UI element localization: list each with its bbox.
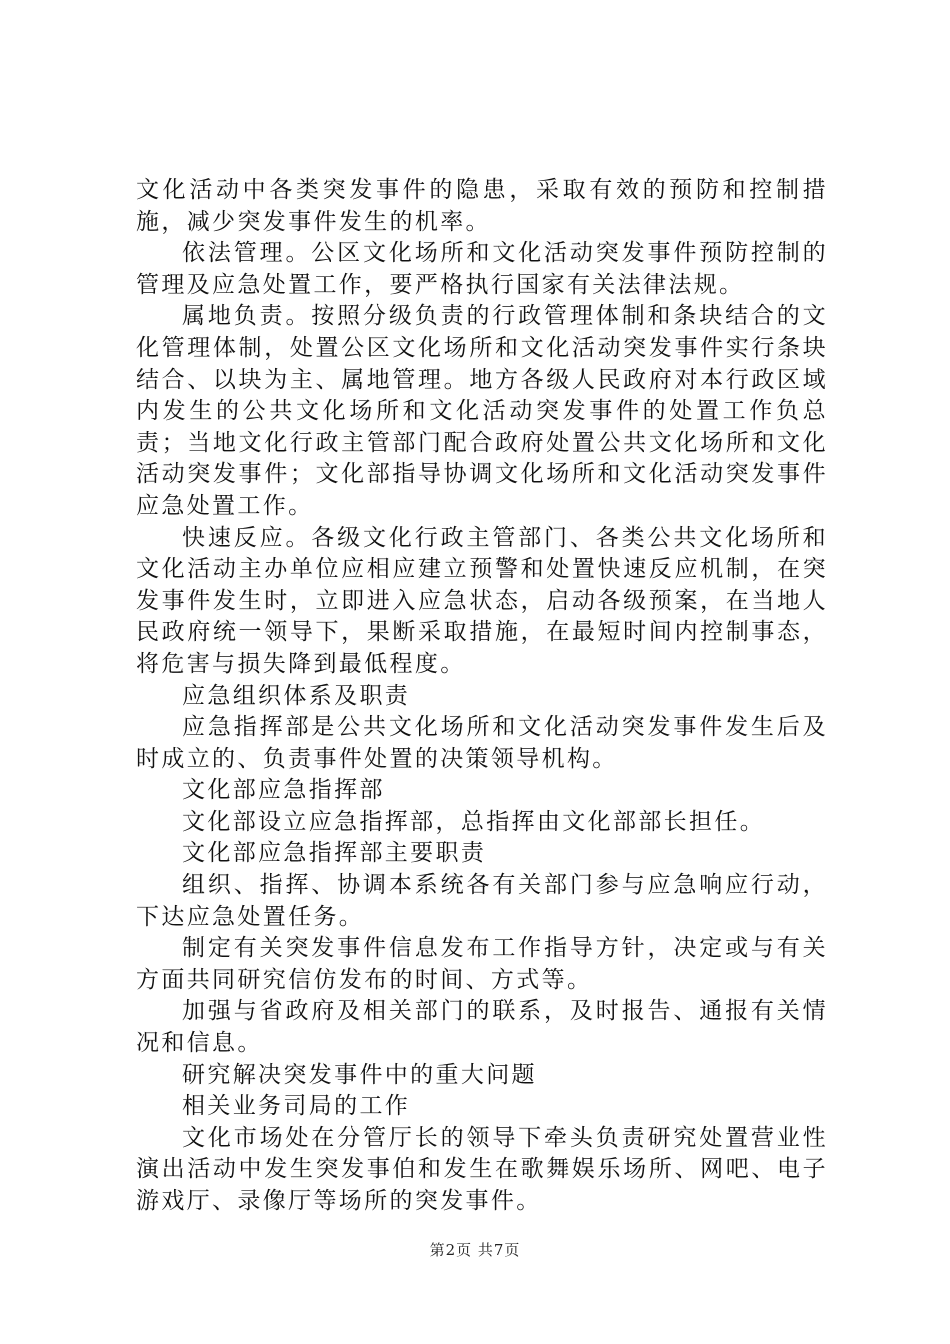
paragraph-duty-information: 制定有关突发事件信息发布工作指导方针，决定或与有关方面共同研究信仿发布的时间、方式等。 [136, 935, 828, 993]
heading-department-work: 相关业务司局的工作 [182, 1093, 411, 1120]
paragraph-duty-organize: 组织、指挥、协调本系统各有关部门参与应急响应行动，下达应急处置任务。 [136, 872, 828, 930]
paragraph-market-division: 文化市场处在分管厅长的领导下牵头负责研究处置营业性演出活动中发生突发事伯和发生在歌舞娱乐场所、网吧、电子游戏厅、录像厅等场所的突发事件。 [136, 1124, 828, 1214]
paragraph-command-definition: 应急指挥部是公共文化场所和文化活动突发事件发生后及时成立的、负责事件处置的决策领导机构。 [136, 714, 828, 772]
paragraph-duty-liaison: 加强与省政府及相关部门的联系，及时报告、通报有关情况和信息。 [136, 998, 828, 1057]
paragraph-duty-major-issues: 研究解决突发事件中的重大问题 [182, 1061, 537, 1088]
paragraph-rapid-response: 快速反应。各级文化行政主管部门、各类公共文化场所和文化活动主办单位应相应建立预警和处置快速反应机制，在突发事件发生时，立即进入应急状态，启动各级预案，在当地人民政府统一领导下，果断采取措施，在最短时间内控制事态，将危害与损失降到最低程度。 [136, 524, 828, 677]
heading-command-duties: 文化部应急指挥部主要职责 [182, 840, 487, 867]
document-body [136, 175, 828, 1218]
heading-emergency-organization: 应急组织体系及职责 [182, 682, 411, 709]
paragraph-continuation: 文化活动中各类突发事件的隐患，采取有效的预防和控制措施，减少突发事件发生的机率。 [136, 177, 828, 235]
paragraph-ministry-command-setup: 文化部设立应急指挥部，总指挥由文化部部长担任。 [182, 808, 766, 835]
paragraph-local-responsibility: 属地负责。按照分级负责的行政管理体制和条块结合的文化管理体制，处置公区文化场所和文化活动突发事件实行条块结合、以块为主、属地管理。地方各级人民政府对本行政区域内发生的公共文化场所和文化活动突发事件的处置工作负总责；当地文化行政主管部门配合政府处置公共文化场所和文化活动突发事件；文化部指导协调文化场所和文化活动突发事件应急处置工作。 [136, 303, 828, 519]
page-number-footer: 第2页 共7页 [429, 1241, 521, 1259]
paragraph-legal-management: 依法管理。公区文化场所和文化活动突发事件预防控制的管理及应急处置工作，要严格执行国家有关法律法规。 [136, 240, 828, 298]
heading-ministry-command: 文化部应急指挥部 [182, 777, 385, 804]
